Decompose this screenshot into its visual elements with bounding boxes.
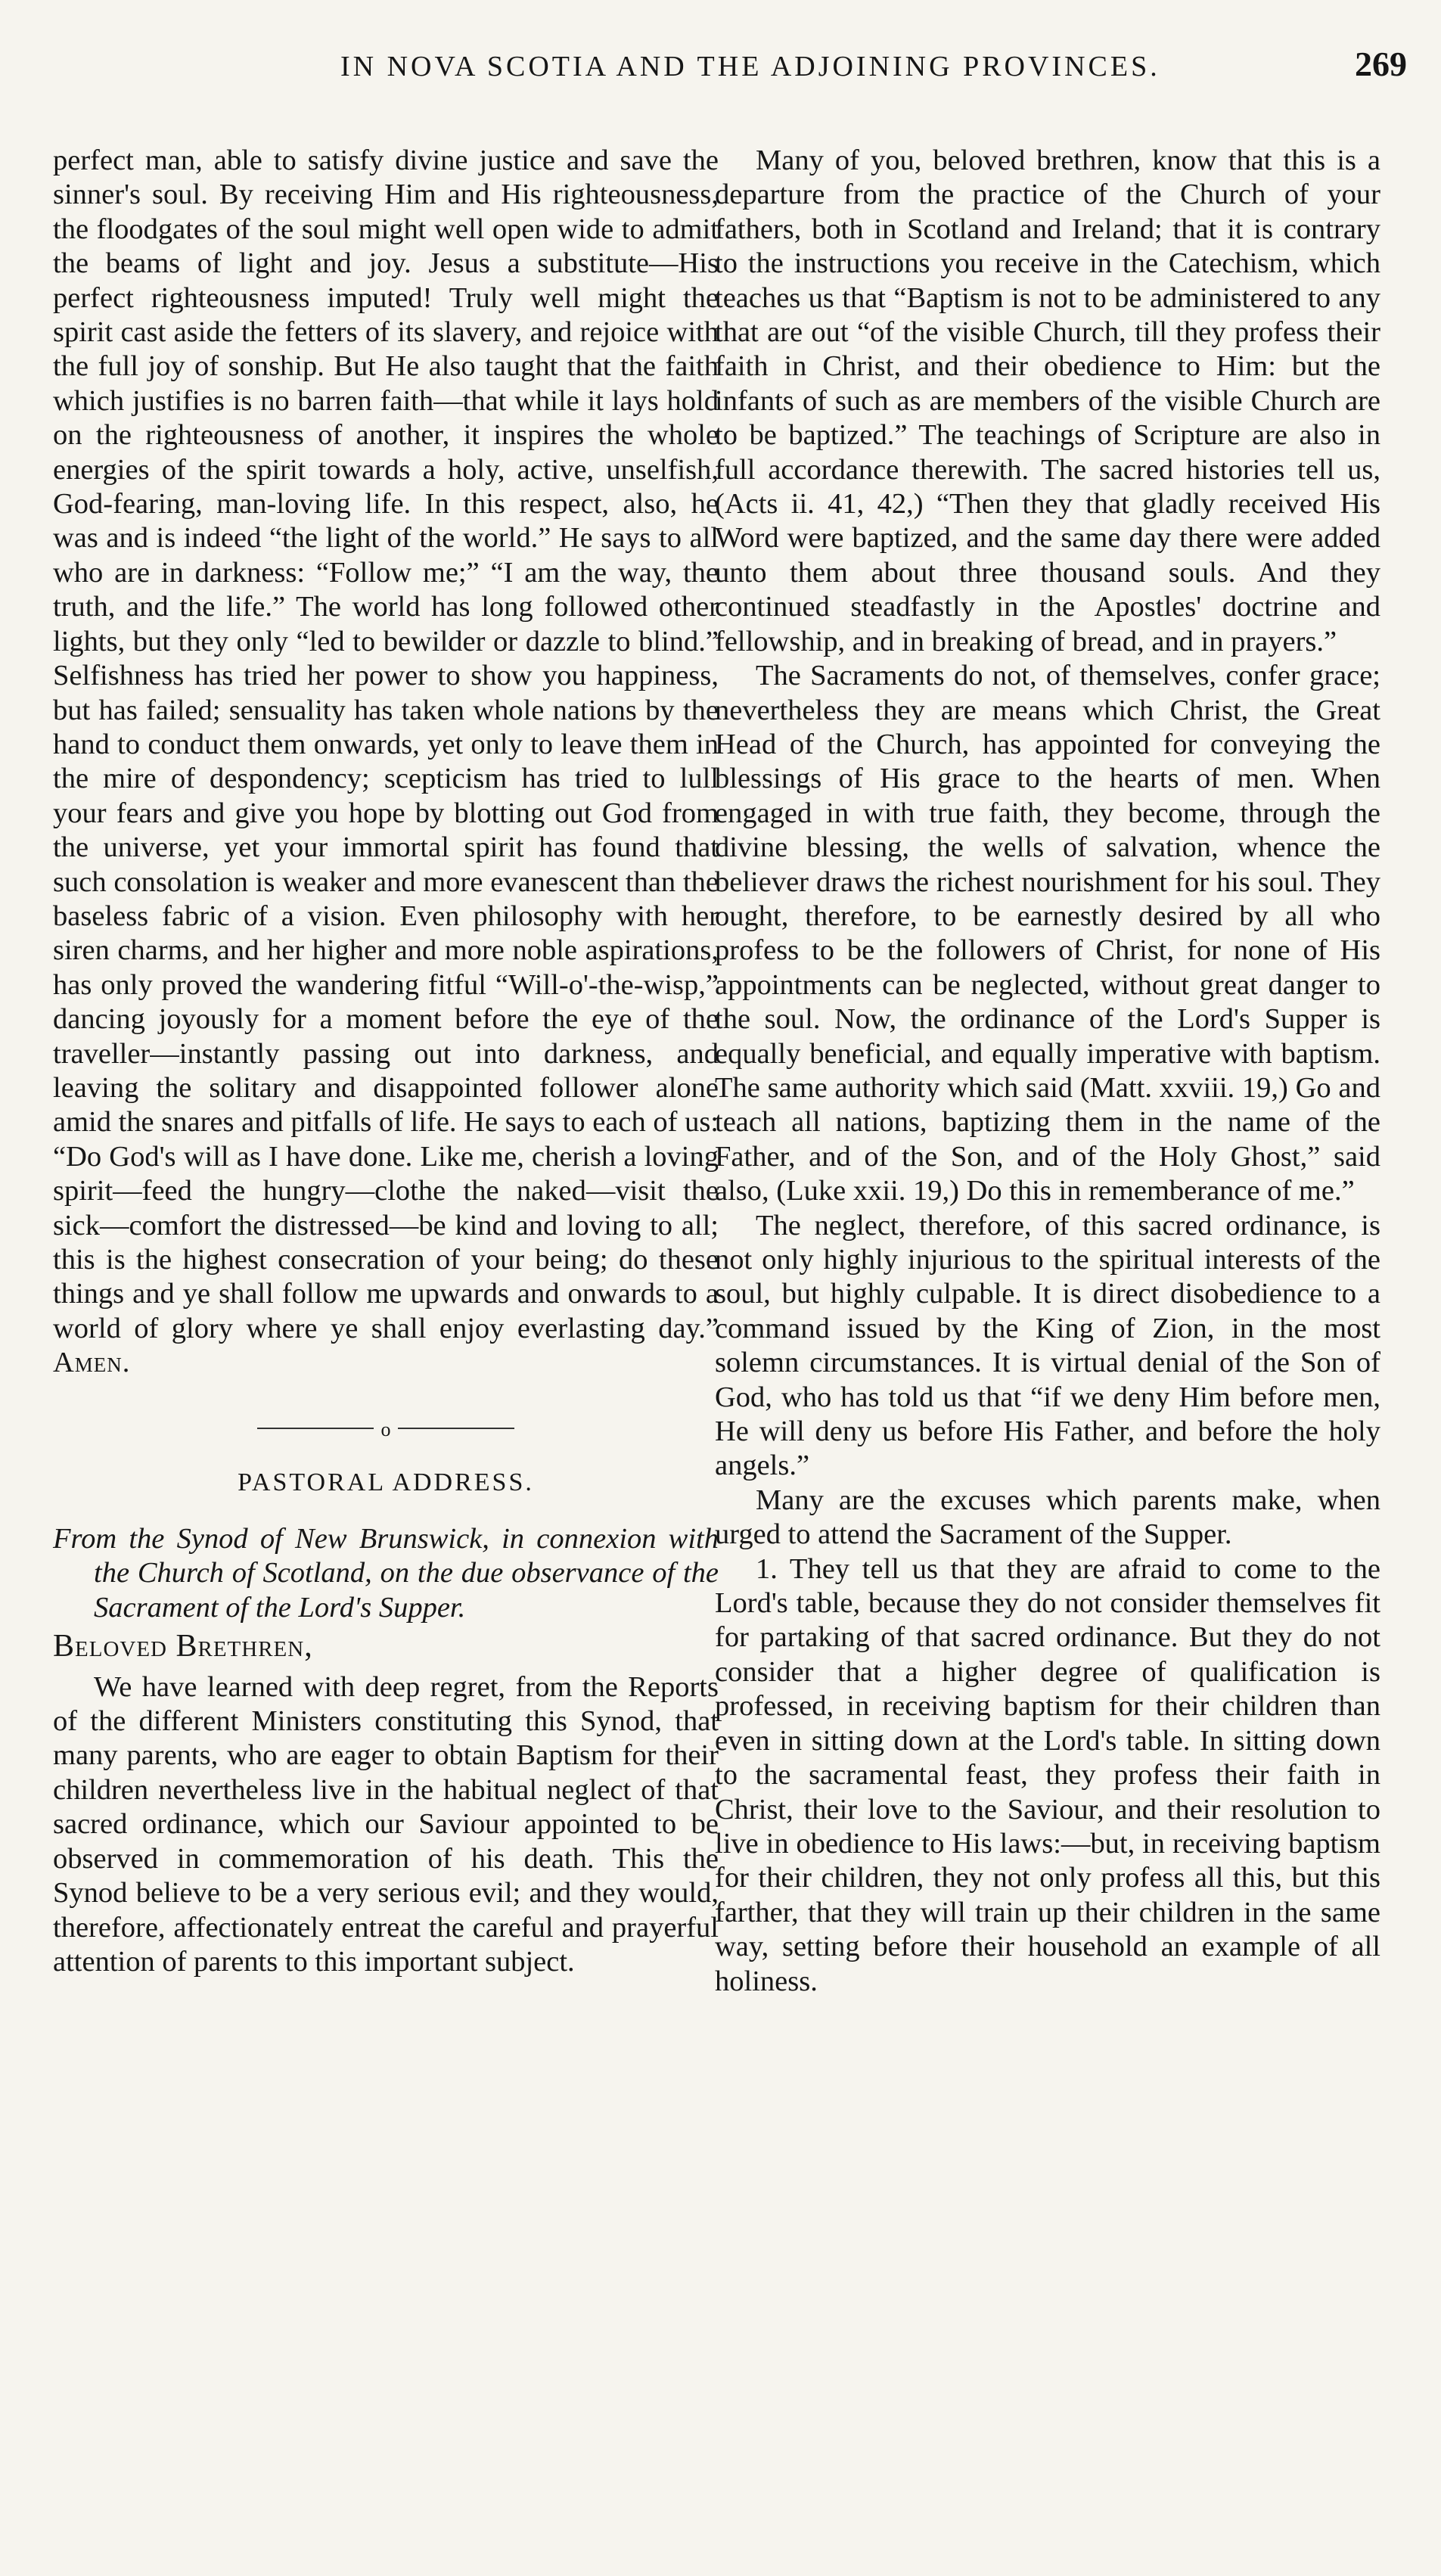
page-number: 269 (1355, 45, 1407, 83)
divider-ornament: o (374, 1412, 398, 1446)
address-byline: From the Synod of New Brunswick, in connexion with the Church of Scotland, on the due observance of the Sacrament of the Lord's Supper. (53, 1523, 719, 1624)
sermon-text: perfect man, able to satisfy divine justice and save the sinner's soul. By receiving Him and His righteousness, the floodgates of the soul might well open wide to admit the beams of light and joy. Jesus a substitute—His perfect righteousness imputed! Truly well might the spirit cast aside the fetters of its slavery, and rejoice with the full joy of sonship. But He also taught that the faith which justifies is no barren faith—that while it lays hold on the righteousness of another, it inspires the whole energies of the spirit towards a holy, active, unselfish, God-fearing, man-loving life. In this respect, also, he was and is indeed “the light of the world.” He says to all who are in darkness: “Follow me;” “I am the way, the truth, and the life.” The world has long followed other lights, but they only “led to bewilder or dazzle to blind.” Selfishness has tried her power to show you happiness, but has failed; sensuality has taken whole nations by the hand to conduct them onwards, yet only to leave them in the mire of despondency; scepticism has tried to lull your fears and give you hope by blotting out God from the universe, yet your immortal spirit has found that such consolation is weaker and more evanescent than the baseless fabric of a vision. Even philosophy with her siren charms, and her higher and more noble aspirations, has only proved the wandering fitful “Will-o'-the-wisp,” dancing joyously for a moment before the eye of the traveller—instantly passing out into darkness, and leaving the solitary and disappointed follower alone amid the snares and pitfalls of life. He says to each of us: “Do God's will as I have done. Like me, cherish a loving spirit—feed the hungry—clothe the naked—visit the sick—comfort the distressed—be kind and loving to all; this is the highest consecration of your being; do these things and ye shall follow me upwards and onwards to a world of glory where ye shall enjoy everlasting day.” (53, 144, 719, 1344)
address-paragraph: The Sacraments do not, of themselves, confer grace; nevertheless they are means which Christ, the Great Head of the Church, has appointed for conveying the blessings of His grace to the hearts of men. When engaged in with true faith, they become, through the divine blessing, the wells of salvation, whence the believer draws the richest nourishment for his soul. They ought, therefore, to be earnestly desired by all who profess to be the followers of Christ, for none of His appointments can be neglected, without great danger to the soul. Now, the ordinance of the Lord's Supper is equally beneficial, and equally imperative with baptism. The same authority which said (Matt. xxviii. 19,) Go and teach all nations, baptizing them in the name of the Father, and of the Son, and of the Holy Ghost,” said also, (Luke xxii. 19,) Do this in rememberance of me.” (715, 660, 1380, 1207)
running-title: IN NOVA SCOTIA AND THE ADJOINING PROVINCES. (340, 51, 1160, 82)
address-salutation: Beloved Brethren, (53, 1629, 313, 1664)
address-heading: PASTORAL ADDRESS. (238, 1468, 534, 1496)
section-divider (257, 1417, 514, 1440)
running-head (53, 45, 1407, 103)
sermon-closing: Amen. (53, 1347, 131, 1379)
address-paragraph: Many of you, beloved brethren, know that this is a departure from the practice of the Church of your fathers, both in Scotland and Ireland; that it is contrary to the instructions you receive in the Catechism, which teaches us that “Baptism is not to be administered to any that are out “of the visible Church, till they profess their faith in Christ, and their obedience to Him: but the infants of such as are members of the visible Church are to be baptized.” The teachings of Scripture are also in full accordance therewith. The sacred histories tell us, (Acts ii. 41, 42,) “Then they that gladly received His Word were baptized, and the same day there were added unto them about three thousand souls. And they continued steadfastly in the Apostles' doctrine and fellowship, and in breaking of bread, and in prayers.” (715, 144, 1380, 657)
address-paragraph: Many are the excuses which parents make, when urged to attend the Sacrament of the Supper. (715, 1484, 1380, 1551)
address-paragraph: 1. They tell us that they are afraid to come to the Lord's table, because they do not consider themselves fit for partaking of that sacred ordinance. But they do not consider that a higher degree of qualification is professed, in receiving baptism for their children than even in sitting down at the Lord's table. In sitting down to the sacramental feast, they profess their faith in Christ, their love to the Saviour, and their resolution to live in obedience to His laws:—but, in receiving baptism for their children, they not only profess all this, but this farther, that they will train up their children in the same way, setting before their household an example of all holiness. (715, 1552, 1380, 1997)
address-paragraph: We have learned with deep regret, from the Reports of the different Ministers constituting this Synod, that many parents, who are eager to obtain Baptism for their children nevertheless live in the habitual neglect of that sacred ordinance, which our Saviour appointed to be observed in commemoration of his death. This the Synod believe to be a very serious evil; and they would, therefore, affectionately entreat the careful and prayerful attention of parents to this important subject. (53, 1670, 719, 1978)
sermon-conclusion (53, 144, 719, 1381)
address-paragraph: The neglect, therefore, of this sacred ordinance, is not only highly injurious to the spiritual interests of the soul, but highly culpable. It is direct disobedience to a command issued by the King of Zion, in the most solemn circumstances. It is virtual denial of the Son of God, who has told us that “if we deny Him before men, He will deny us before His Father, and before the holy angels.” (715, 1209, 1380, 1482)
right-column (715, 144, 1380, 1999)
left-column (53, 144, 719, 1979)
